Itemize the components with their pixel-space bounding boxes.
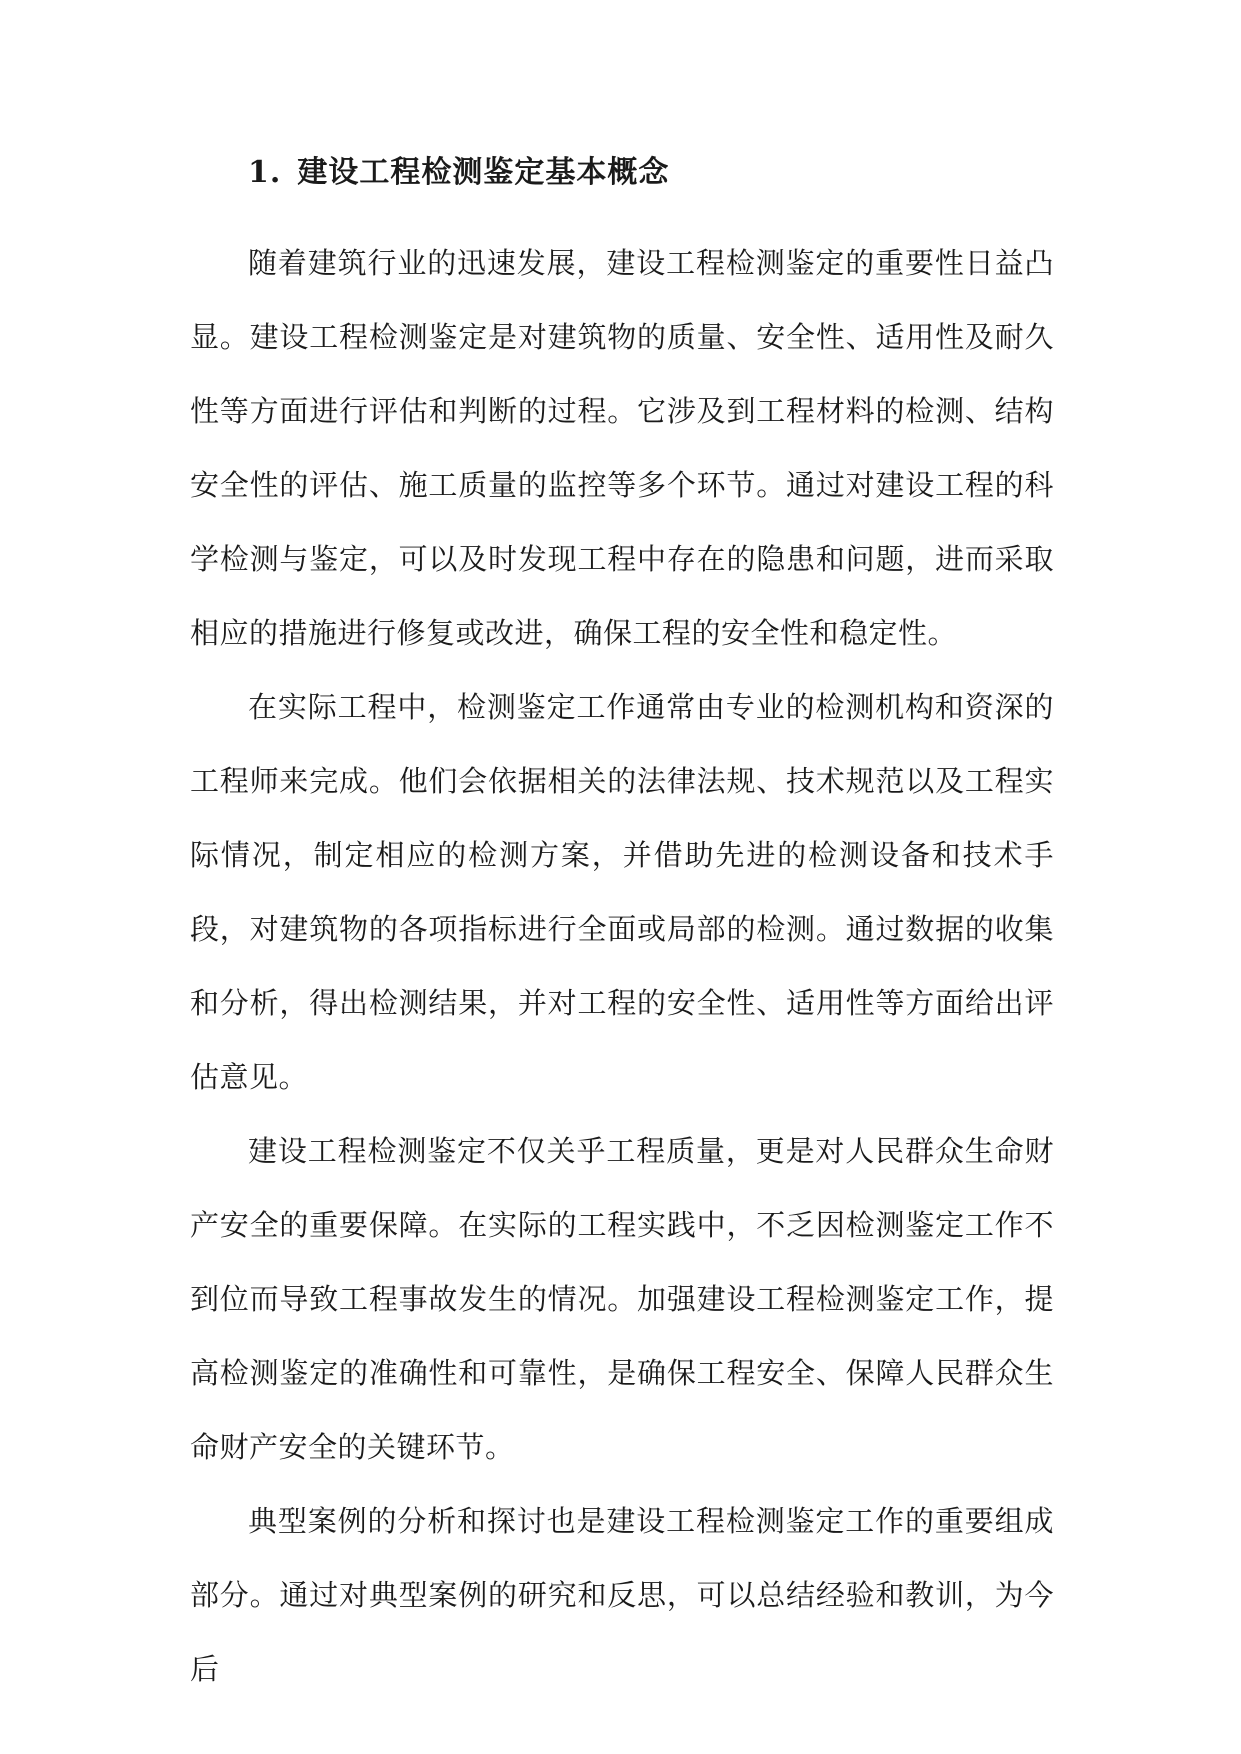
section-number: 1. bbox=[248, 155, 282, 190]
body-text bbox=[190, 226, 1054, 1706]
paragraph-4: 典型案例的分析和探讨也是建设工程检测鉴定工作的重要组成部分。通过对典型案例的研究和反思，可以总结经验和教训，为今后 bbox=[190, 1504, 1054, 1686]
paragraph-1: 随着建筑行业的迅速发展，建设工程检测鉴定的重要性日益凸显。建设工程检测鉴定是对建筑物的质量、安全性、适用性及耐久性等方面进行评估和判断的过程。它涉及到工程材料的检测、结构安全性的评估、施工质量的监控等多个环节。通过对建设工程的科学检测与鉴定，可以及时发现工程中存在的隐患和问题，进而采取相应的措施进行修复或改进，确保工程的安全性和稳定性。 bbox=[190, 246, 1054, 650]
paragraph-2: 在实际工程中，检测鉴定工作通常由专业的检测机构和资深的工程师来完成。他们会依据相关的法律法规、技术规范以及工程实际情况，制定相应的检测方案，并借助先进的检测设备和技术手段，对建筑物的各项指标进行全面或局部的检测。通过数据的收集和分析，得出检测结果，并对工程的安全性、适用性等方面给出评估意见。 bbox=[190, 690, 1054, 1094]
section-title: 建设工程检测鉴定基本概念 bbox=[297, 155, 670, 190]
section-heading bbox=[248, 150, 669, 196]
paragraph-3: 建设工程检测鉴定不仅关乎工程质量，更是对人民群众生命财产安全的重要保障。在实际的工程实践中，不乏因检测鉴定工作不到位而导致工程事故发生的情况。加强建设工程检测鉴定工作，提高检测鉴定的准确性和可靠性，是确保工程安全、保障人民群众生命财产安全的关键环节。 bbox=[190, 1134, 1054, 1464]
